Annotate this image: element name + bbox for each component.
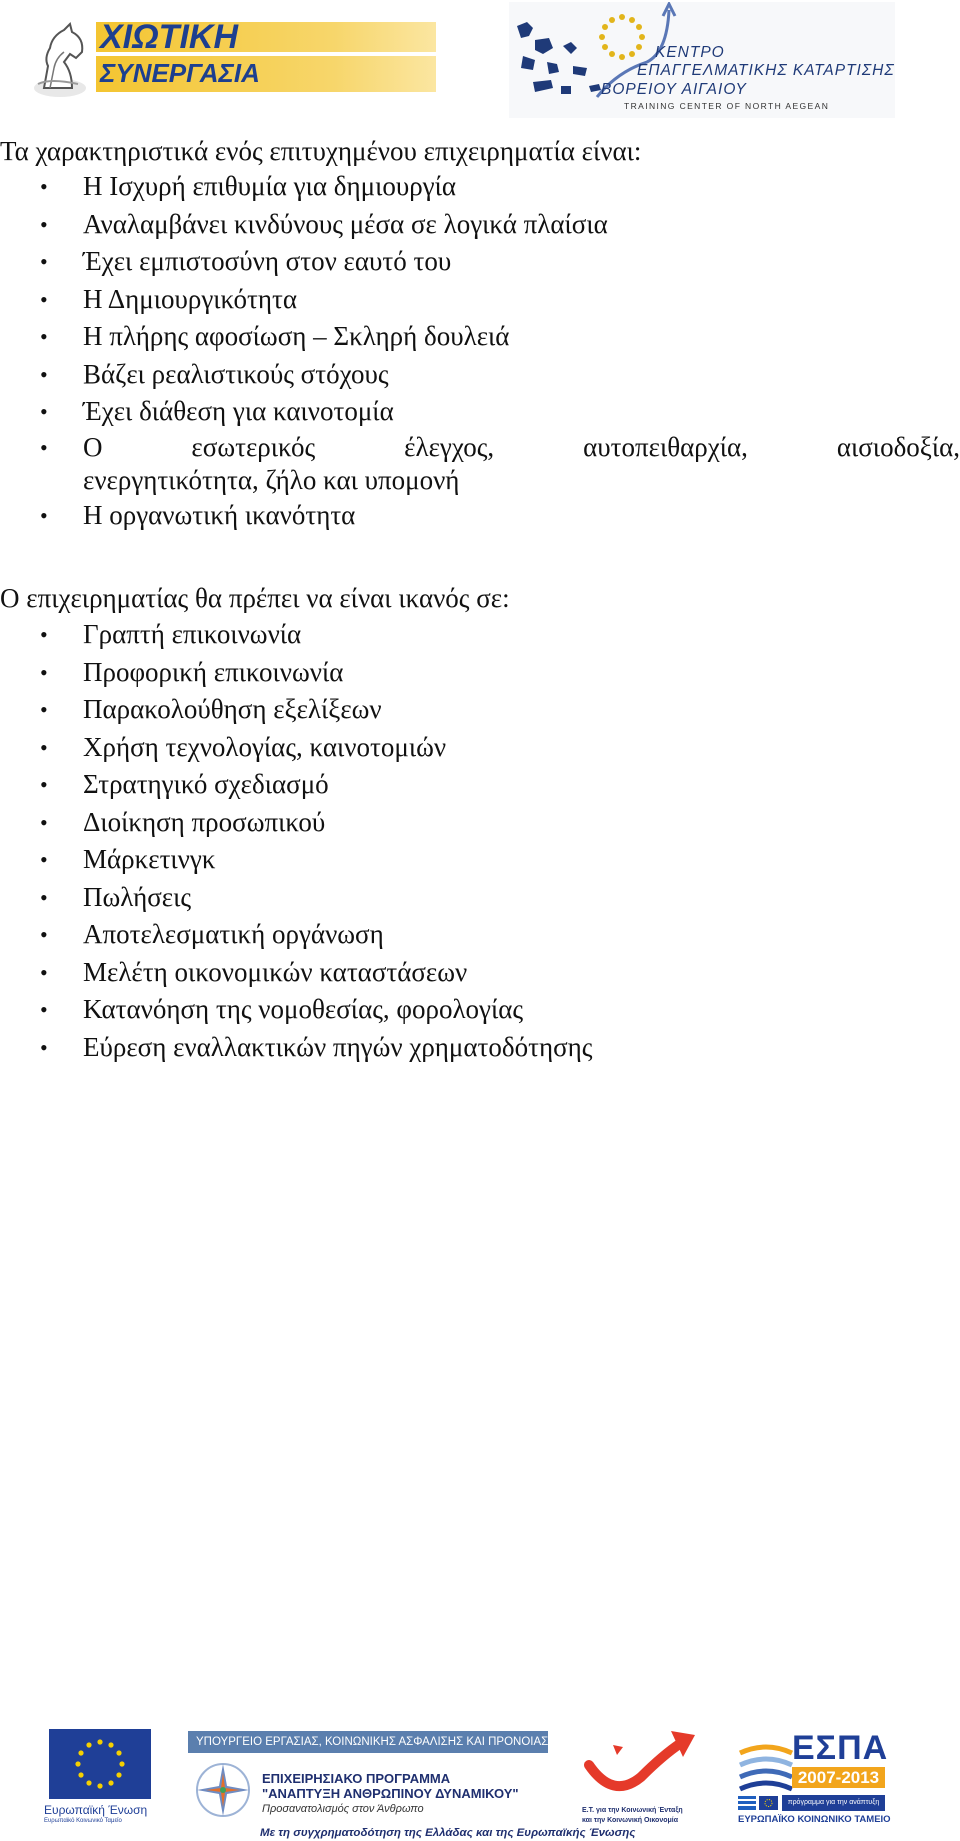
list-item-text: Αποτελεσματική οργάνωση	[83, 919, 384, 949]
espa-years: 2007-2013	[792, 1767, 885, 1788]
bullet: •	[40, 772, 48, 797]
program-title-line-2: "ΑΝΑΠΤΥΞΗ ΑΝΘΡΩΠΙΝΟΥ ΔΥΝΑΜΙΚΟΥ"	[262, 1786, 519, 1801]
bullet: •	[40, 399, 48, 424]
list-item	[0, 991, 960, 1029]
list-item	[0, 766, 960, 804]
characteristics-list	[0, 168, 960, 534]
list-item-text: Κατανόηση της νομοθεσίας, φορολογίας	[83, 994, 524, 1024]
espa-waves-icon	[738, 1739, 794, 1793]
bullet: •	[40, 734, 48, 760]
bullet: •	[40, 434, 48, 460]
section-2-intro: Ο επιχειρηματίας θα πρέπει να είναι ικανός σε:	[0, 583, 510, 613]
center-name-line-1: ΚΕΝΤΡΟ	[655, 44, 725, 61]
bullet: •	[40, 847, 48, 872]
skills-list	[0, 616, 960, 1066]
center-name-line-2: ΕΠΑΓΓΕΛΜΑΤΙΚΗΣ ΚΑΤΑΡΤΙΣΗΣ	[637, 62, 895, 79]
bullet: •	[40, 622, 48, 647]
eu-caption: Ευρωπαϊκή Ένωση	[44, 1803, 148, 1817]
list-item	[0, 431, 960, 497]
et-caption-line-1: Ε.Τ. για την Κοινωνική Ένταξη	[582, 1807, 683, 1814]
list-item-text: Παρακολούθηση εξελίξεων	[83, 694, 382, 724]
bullet: •	[40, 659, 48, 685]
training-center-logo	[509, 2, 895, 118]
list-item-text: Μελέτη οικονομικών καταστάσεων	[83, 956, 468, 987]
bullet: •	[40, 174, 48, 199]
list-item	[0, 879, 960, 917]
list-item-text: Η οργανωτική ικανότητα	[83, 499, 356, 530]
espa-title: ΕΣΠΑ	[792, 1729, 889, 1767]
list-item	[0, 729, 960, 767]
eu-flag-icon	[49, 1729, 151, 1799]
program-title-line-1: ΕΠΙΧΕΙΡΗΣΙΑΚΟ ΠΡΟΓΡΑΜΜΑ	[262, 1771, 451, 1786]
list-item	[0, 654, 960, 692]
list-item	[0, 691, 960, 729]
section-1-intro: Τα χαρακτηριστικά ενός επιτυχημένου επιχειρηματία είναι:	[0, 136, 642, 166]
list-item	[0, 318, 960, 356]
list-item-text: Έχει διάθεση για καινοτομία	[83, 396, 394, 426]
bullet: •	[40, 809, 48, 835]
ministry-banner: ΥΠΟΥΡΓΕΙΟ ΕΡΓΑΣΙΑΣ, ΚΟΙΝΩΝΙΚΗΣ ΑΣΦΑΛΙΣΗΣ ΚΑΙ ΠΡΟΝΟΙΑΣ	[188, 1731, 548, 1753]
list-item	[0, 356, 960, 394]
list-item-text: Η πλήρης αφοσίωση – Σκληρή δουλειά	[83, 321, 510, 351]
list-item-text: Χρήση τεχνολογίας, καινοτομιών	[83, 731, 447, 762]
compass-rose-icon	[194, 1761, 252, 1819]
espa-fund-caption: ΕΥΡΩΠΑΪΚΟ ΚΟΙΝΩΝΙΚΟ ΤΑΜΕΙΟ	[738, 1814, 891, 1825]
list-item-text: Η Δημιουργικότητα	[83, 283, 297, 314]
bullet: •	[40, 997, 48, 1022]
list-item-text: Μάρκετινγκ	[83, 844, 216, 874]
eu-subcaption: Ευρωπαϊκό Κοινωνικό Ταμείο	[44, 1818, 122, 1824]
program-tagline: Προσανατολισμός στον Άνθρωπο	[262, 1803, 424, 1815]
list-item	[0, 243, 960, 281]
bullet: •	[40, 286, 48, 312]
center-subtitle: TRAINING CENTER OF NORTH AEGEAN	[624, 101, 830, 111]
list-item-text: Αναλαμβάνει κινδύνους μέσα σε λογικά πλαίσια	[83, 208, 608, 239]
list-item	[0, 497, 960, 535]
bullet: •	[40, 1034, 48, 1060]
bullet: •	[40, 959, 48, 985]
list-item-text: Βάζει ρεαλιστικούς στόχους	[83, 358, 389, 389]
footer-logos	[0, 1725, 960, 1841]
logo-line-2: ΣΥΝΕΡΓΑΣΙΑ	[100, 58, 260, 88]
bullet: •	[40, 211, 48, 237]
list-item	[0, 393, 960, 431]
list-item-text: Διοίκηση προσωπικού	[83, 806, 326, 837]
list-item-text: Πωλήσεις	[83, 881, 192, 912]
social-inclusion-arrow-logo	[583, 1725, 703, 1805]
list-item-text: Στρατηγικό σχεδιασμό	[83, 769, 329, 799]
bullet: •	[40, 324, 48, 349]
bullet: •	[40, 249, 48, 274]
list-item	[0, 804, 960, 842]
list-item-text: Έχει εμπιστοσύνη στον εαυτό του	[83, 246, 452, 276]
header-logos	[0, 0, 960, 130]
bullet: •	[40, 361, 48, 387]
list-item	[0, 616, 960, 654]
bullet: •	[40, 502, 48, 528]
center-name-line-3: ΒΟΡΕΙΟΥ ΑΙΓΑΙΟΥ	[601, 81, 747, 98]
list-item-text: Η Ισχυρή επιθυμία για δημιουργία	[83, 171, 457, 201]
list-item	[0, 281, 960, 319]
list-item-text: Γραπτή επικοινωνία	[83, 619, 302, 649]
greece-eu-flags-icon	[738, 1796, 778, 1810]
bullet: •	[40, 884, 48, 910]
list-item-text: Προφορική επικοινωνία	[83, 656, 344, 687]
bullet: •	[40, 922, 48, 947]
list-item	[0, 206, 960, 244]
list-item	[0, 168, 960, 206]
cofunding-statement: Με τη συγχρηματοδότηση της Ελλάδας και της Ευρωπαϊκής Ένωσης	[260, 1827, 636, 1839]
espa-band: πρόγραμμα για την ανάπτυξη	[782, 1795, 885, 1811]
bullet: •	[40, 697, 48, 722]
list-item	[0, 841, 960, 879]
list-item-text-line-2: ενεργητικότητα, ζήλο και υπομονή	[83, 464, 460, 495]
list-item-text-line-1: Ο εσωτερικός έλεγχος, αυτοπειθαρχία, αισιοδοξία,	[83, 431, 960, 462]
chess-knight-icon	[30, 18, 100, 100]
xiotiki-synergasia-logo	[30, 18, 435, 100]
list-item	[0, 916, 960, 954]
logo-line-1: ΧΙΩΤΙΚΗ	[100, 18, 238, 56]
list-item	[0, 954, 960, 992]
list-item	[0, 1029, 960, 1067]
list-item-text: Εύρεση εναλλακτικών πηγών χρηματοδότησης	[83, 1031, 593, 1062]
et-caption-line-2: και την Κοινωνική Οικονομία	[582, 1817, 679, 1824]
